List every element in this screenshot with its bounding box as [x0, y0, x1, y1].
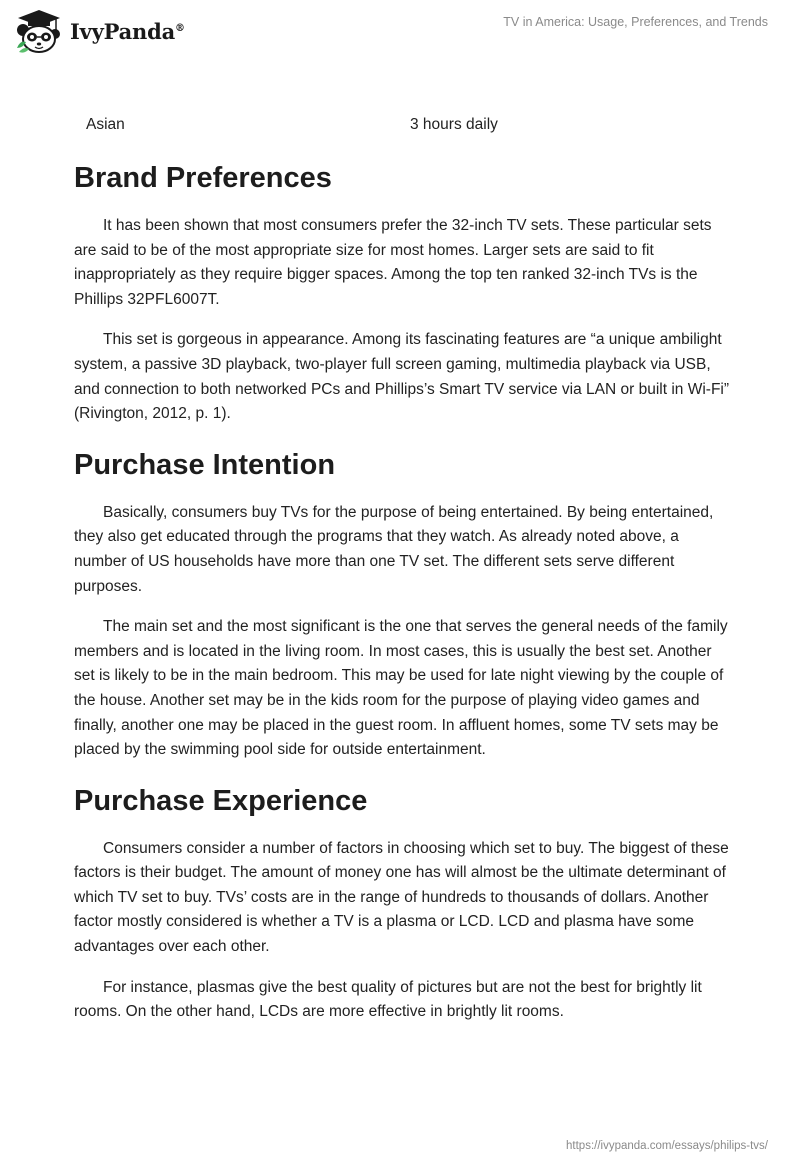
- article-body: [74, 158, 734, 1025]
- table-cell-group: Asian: [86, 116, 125, 133]
- table-row: [0, 116, 800, 136]
- document-title: TV in America: Usage, Preferences, and Trends: [503, 15, 768, 29]
- section-heading: Brand Preferences: [74, 162, 332, 194]
- logo[interactable]: [14, 8, 185, 54]
- brand-name: IvyPanda®: [70, 18, 185, 44]
- paragraph: It has been shown that most consumers prefer the 32-inch TV sets. These particular sets are said to be of the most appropriate size for most homes. Larger sets are said to fit inappropriately as they require bigger spaces. Among the top ten ranked 32-inch TVs is the Phillips 32PFL6007T.: [74, 217, 712, 308]
- source-url-link[interactable]: https://ivypanda.com/essays/philips-tvs/: [566, 1140, 768, 1152]
- section-brand-preferences: [74, 158, 734, 427]
- section-heading: Purchase Intention: [74, 448, 336, 481]
- panda-logo-icon: [14, 8, 64, 54]
- paragraph: This set is gorgeous in appearance. Among its fascinating features are “a unique ambilight system, a passive 3D playback, two-player full screen gaming, multimedia playback via USB, and connection to both networked PCs and Phillips’s Smart TV service via LAN or built in Wi-Fi” (Rivington, 2012, p. 1).: [74, 331, 730, 423]
- page-header: [0, 0, 800, 60]
- paragraph: Consumers consider a number of factors in choosing which set to buy. The biggest of these factors is their budget. The amount of money one has will almost be the ultimate determinant of which TV set to buy. TVs’ costs are in the range of hundreds to thousands of dollars. Another factor mostly considered is whether a TV is a plasma or LCD. LCD and plasma have some advantages over each other.: [74, 839, 729, 956]
- table-cell-usage: 3 hours daily: [410, 116, 498, 133]
- paragraph: The main set and the most significant is the one that serves the general needs of the family members and is located in the living room. In most cases, this is usually the best set. Another set is likely to be in the main bedroom. This may be used for late night viewing by the couple of the house. Another set may be in the kids room for the purpose of playing video games and finally, another one may be placed in the guest room. In affluent homes, some TV sets may be placed by the swimming pool side for outside entertainment.: [74, 618, 728, 759]
- paragraph: For instance, plasmas give the best quality of pictures but are not the best for brightly lit rooms. On the other hand, LCDs are more effective in brightly lit rooms.: [74, 978, 702, 1021]
- paragraph: Basically, consumers buy TVs for the purpose of being entertained. By being entertained, they also get educated through the programs that they watch. As already noted above, a number of US households have more than one TV set. The different sets serve different purposes.: [74, 503, 714, 595]
- section-purchase-intention: [74, 445, 734, 763]
- section-purchase-experience: [74, 781, 734, 1025]
- section-heading: Purchase Experience: [74, 784, 368, 817]
